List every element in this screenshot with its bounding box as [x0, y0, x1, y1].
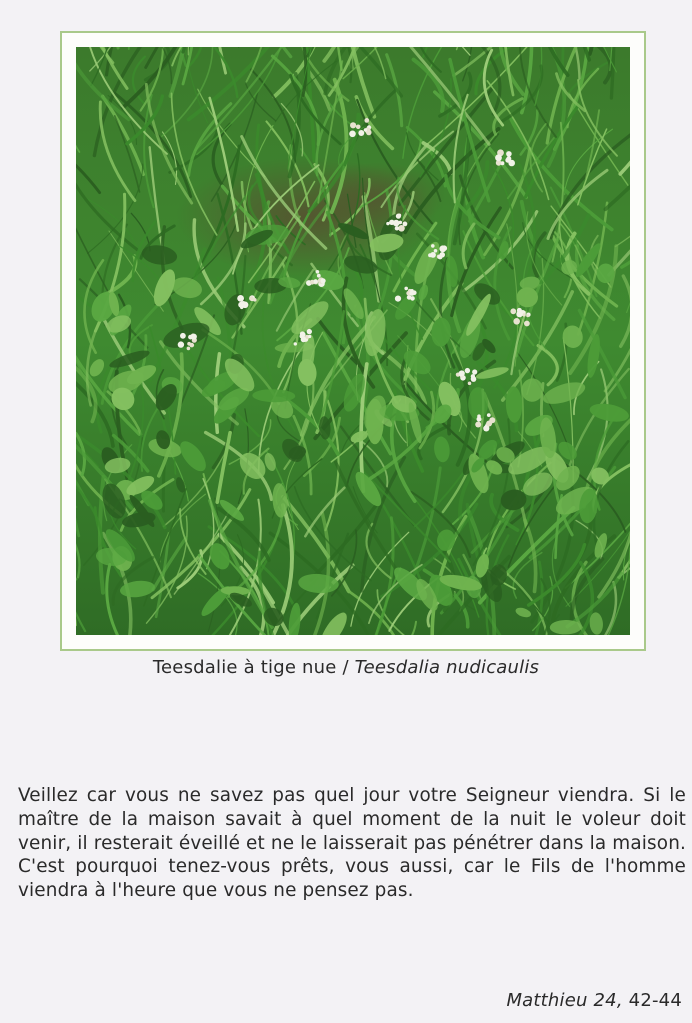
plant-photo	[76, 47, 630, 635]
grass-plant-photo-icon	[76, 47, 630, 635]
reference-book: Matthieu 24,	[506, 990, 623, 1011]
photo-caption	[0, 657, 692, 678]
reference-verses: 42-44	[622, 990, 682, 1011]
bible-verse: Veillez car vous ne savez pas quel jour votre Seigneur viendra. Si le maître de la maison savait à quel moment de la nuit le voleur doit venir, il resterait éveillé et ne le laisserait pas pénétrer dans la maison. C'est pourquoi tenez-vous prêts, vous aussi, car le Fils de l'homme viendra à l'heure que vous ne pensez pas.	[18, 785, 686, 902]
caption-separator: /	[336, 657, 355, 678]
caption-common-name: Teesdalie à tige nue	[152, 657, 337, 678]
verse-reference	[506, 990, 682, 1011]
photo-frame	[60, 31, 646, 651]
caption-scientific-name: Teesdalia nudicaulis	[354, 657, 540, 678]
